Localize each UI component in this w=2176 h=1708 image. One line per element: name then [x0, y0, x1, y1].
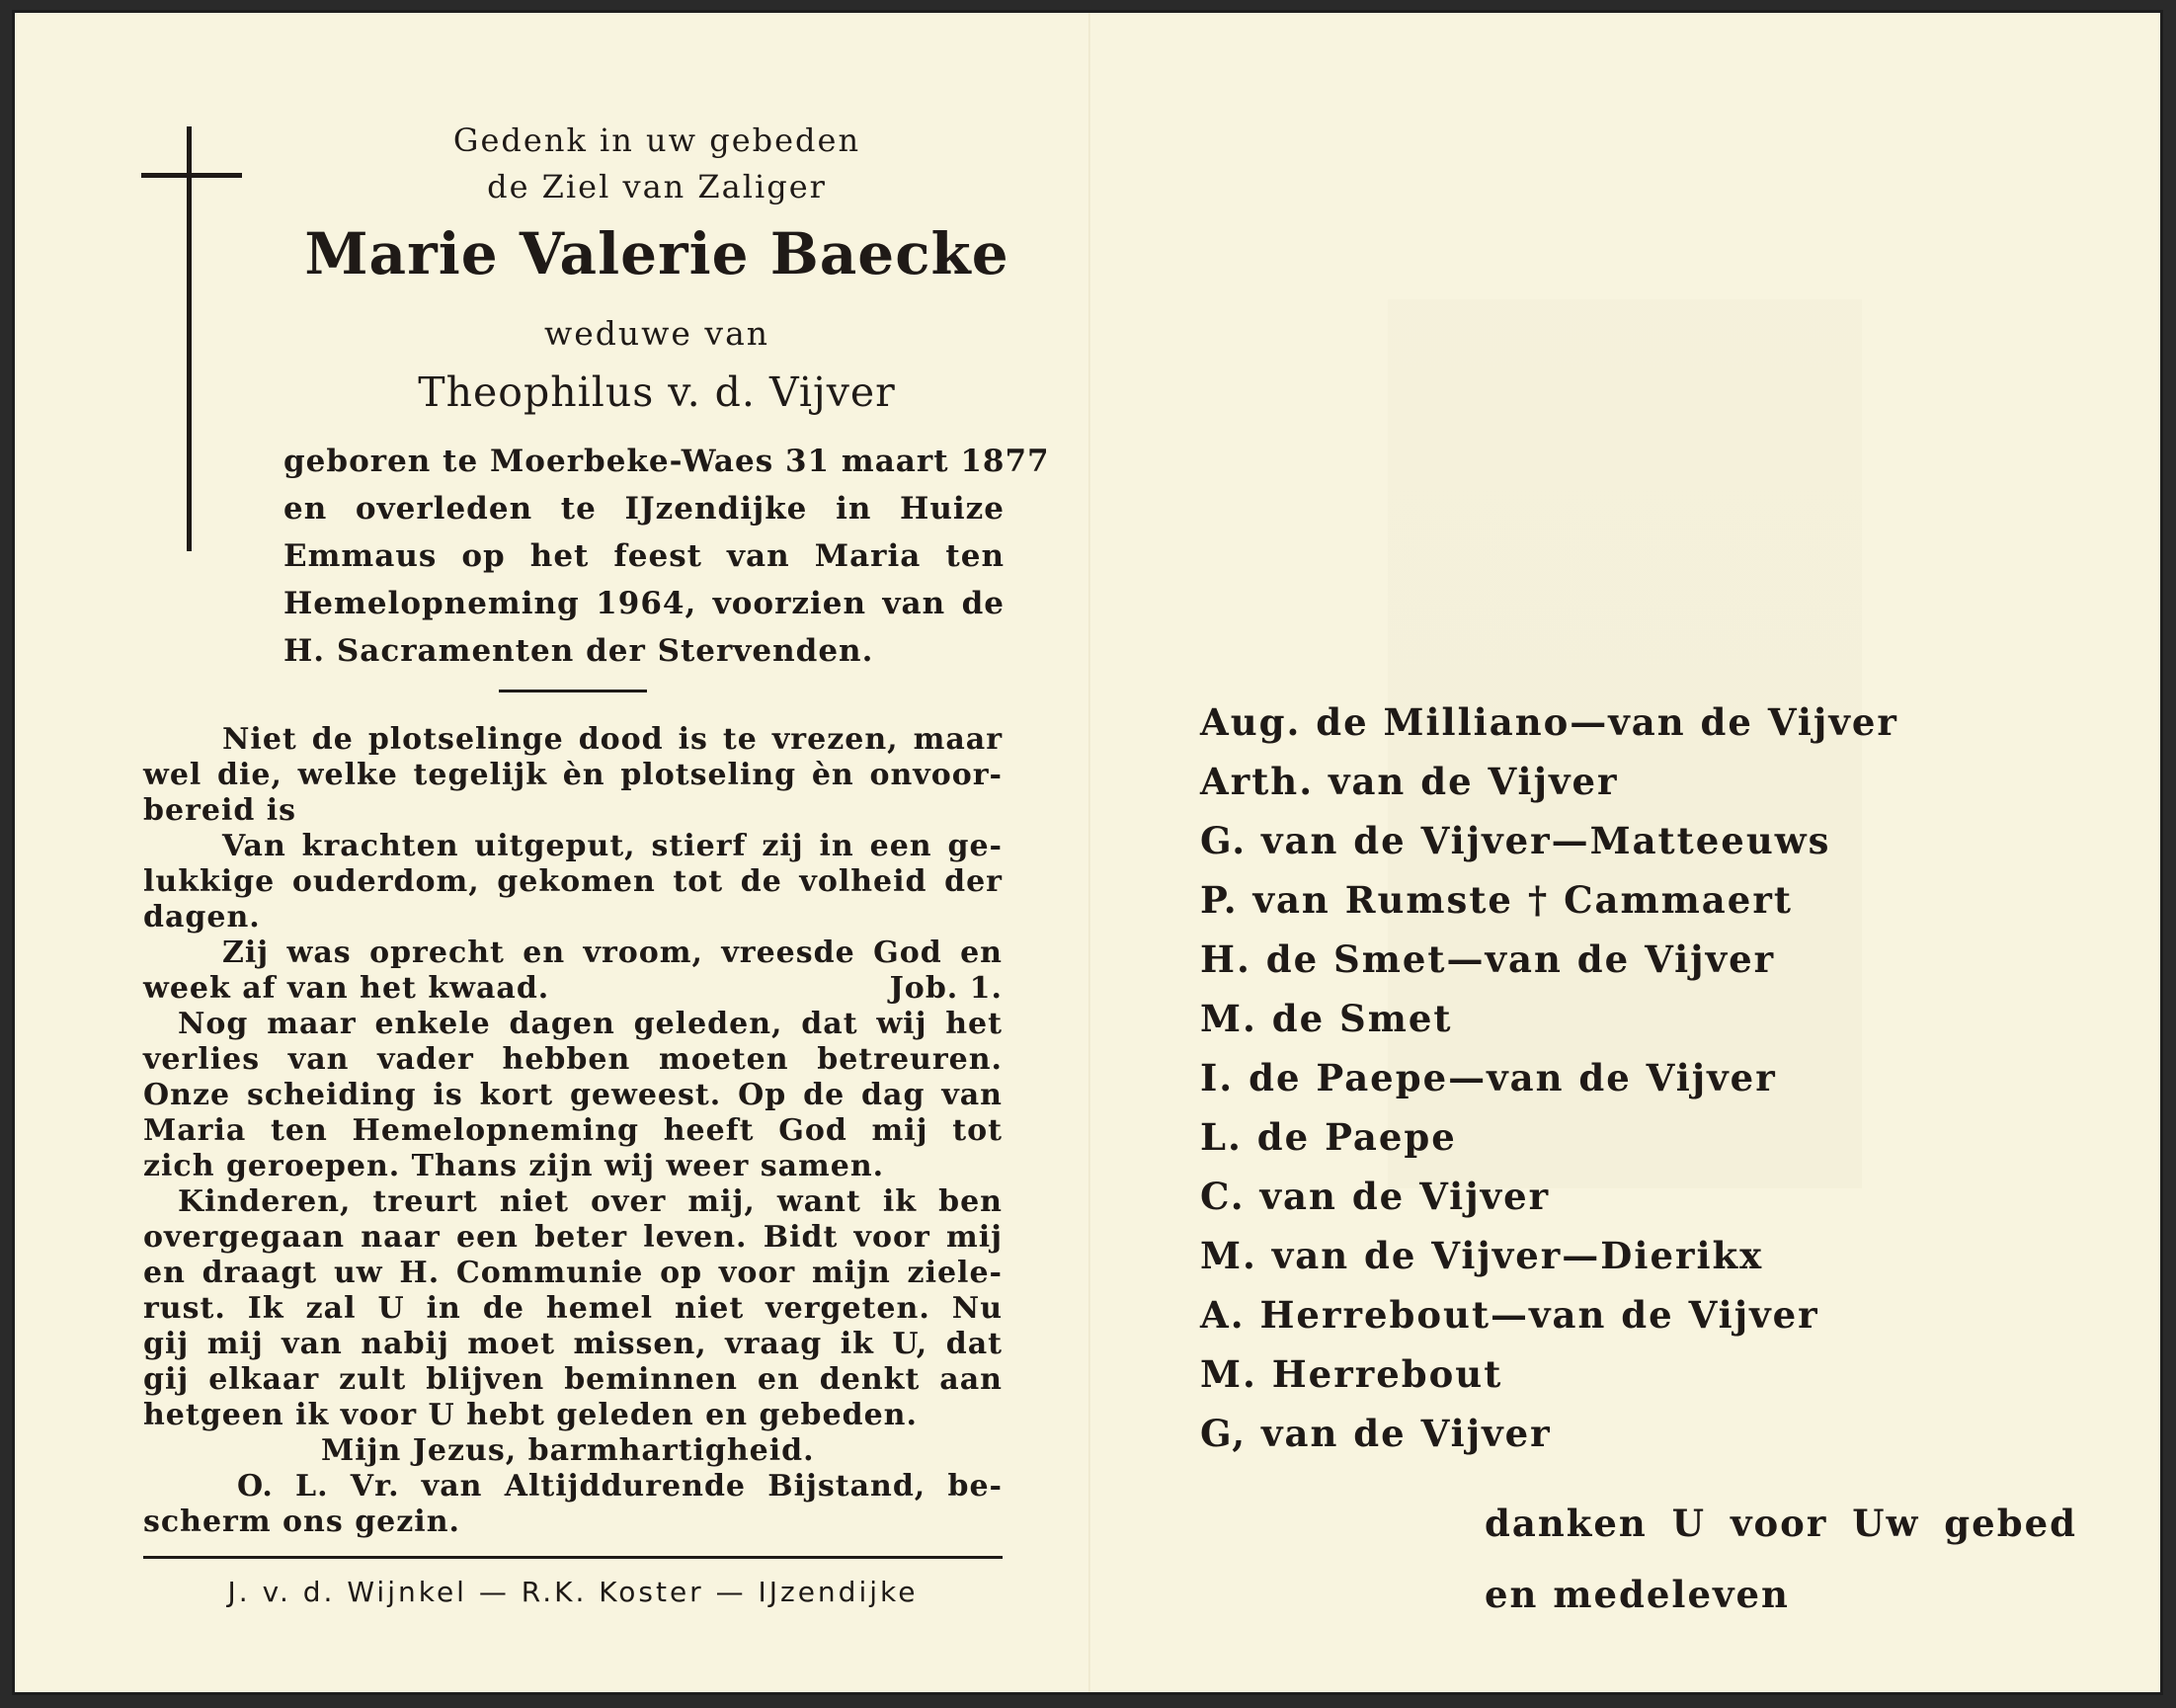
family-name: Aug. de Milliano—van de Vijver: [1200, 700, 1898, 744]
family-name: G. van de Vijver—Matteeuws: [1200, 819, 1831, 862]
text-line: verlies van vader hebben moeten betreuren.: [143, 1042, 1003, 1077]
family-name: M. de Smet: [1200, 997, 1453, 1040]
text-line-with-citation: [143, 971, 1003, 1007]
family-name: M. Herrebout: [1200, 1352, 1503, 1396]
text-line: zich geroepen. Thans zijn wij weer samen.: [143, 1149, 885, 1183]
deceased-name: Marie Valerie Baecke: [304, 220, 1009, 287]
memorial-card: [12, 10, 2163, 1695]
bio-line: geboren te Moerbeke-Waes 31 maart 1877: [283, 444, 1050, 479]
family-name: H. de Smet—van de Vijver: [1200, 937, 1776, 981]
text-line: Mijn Jezus, barmhartigheid.: [321, 1433, 815, 1468]
biography: [283, 438, 1050, 675]
family-name: L. de Paepe: [1200, 1115, 1457, 1159]
family-name: P. van Rumste † Cammaert: [1200, 878, 1793, 922]
text-line: Nog maar enkele dagen geleden, dat wij het: [178, 1007, 1003, 1041]
text-line: O. L. Vr. van Altijddurende Bijstand, be-: [237, 1469, 1003, 1504]
separator-line: [499, 690, 647, 692]
cross-icon: [187, 126, 192, 551]
thanks-line-1: danken U voor Uw gebed: [1485, 1502, 2077, 1545]
printer-credit: J. v. d. Wijnkel — R.K. Koster — IJzendijke: [227, 1576, 919, 1608]
text-line: overgegaan naar een beter leven. Bidt voor mij: [143, 1220, 1003, 1255]
text-line: rust. Ik zal U in de hemel niet vergeten. Nu: [143, 1291, 1003, 1326]
family-name: A. Herrebout—van de Vijver: [1200, 1293, 1819, 1337]
memorial-text: [143, 722, 1003, 1540]
text-line: Onze scheiding is kort geweest. Op de dag van: [143, 1078, 1003, 1112]
text-line: bereid is: [143, 793, 297, 828]
bible-citation: Job. 1.: [889, 971, 1003, 1006]
text-line: dagen.: [143, 900, 261, 935]
text-line: en draagt uw H. Communie op voor mijn ziele-: [143, 1256, 1003, 1290]
cross-icon-bar: [141, 173, 242, 178]
intro-line-1: Gedenk in uw gebeden: [452, 122, 861, 159]
family-name: M. van de Vijver—Dierikx: [1200, 1234, 1764, 1277]
intro-line-2: de Ziel van Zaliger: [487, 168, 827, 205]
text-line: Zij was oprecht en vroom, vreesde God en: [222, 935, 1003, 970]
family-names-list: [1200, 692, 2069, 1463]
text-line: week af van het kwaad.: [143, 971, 550, 1006]
thanks-line-2: en medeleven: [1485, 1573, 1790, 1616]
text-line: Niet de plotselinge dood is te vrezen, maar: [222, 722, 1003, 757]
text-line: hetgeen ik voor U hebt geleden en gebeden.: [143, 1398, 918, 1432]
text-line: gij mij van nabij moet missen, vraag ik U, dat: [143, 1327, 1003, 1361]
family-name: G, van de Vijver: [1200, 1412, 1552, 1455]
text-line: Kinderen, treurt niet over mij, want ik ben: [178, 1184, 1003, 1219]
widow-of-label: weduwe van: [544, 314, 769, 353]
family-name: I. de Paepe—van de Vijver: [1200, 1056, 1777, 1099]
text-line: scherm ons gezin.: [143, 1505, 460, 1539]
bio-line: en overleden te IJzendijke in Huize: [283, 491, 1005, 527]
text-line: wel die, welke tegelijk èn plotseling èn onvoor-: [143, 758, 1003, 792]
family-name: C. van de Vijver: [1200, 1175, 1551, 1218]
text-line: gij elkaar zult blijven beminnen en denkt aan: [143, 1362, 1003, 1397]
family-name: Arth. van de Vijver: [1200, 760, 1619, 803]
thanks-message: [1485, 1488, 2077, 1630]
bio-line: Hemelopneming 1964, voorzien van de: [283, 586, 1005, 621]
husband-name: Theophilus v. d. Vijver: [418, 368, 896, 416]
text-line: Van krachten uitgeput, stierf zij in een ge-: [222, 829, 1003, 863]
bio-line: H. Sacramenten der Stervenden.: [283, 633, 874, 669]
text-line: lukkige ouderdom, gekomen tot de volheid der: [143, 864, 1003, 899]
bio-line: Emmaus op het feest van Maria ten: [283, 538, 1005, 574]
footer-rule: [143, 1556, 1003, 1559]
text-line: Maria ten Hemelopneming heeft God mij tot: [143, 1113, 1003, 1148]
card-fold: [1088, 13, 1090, 1692]
